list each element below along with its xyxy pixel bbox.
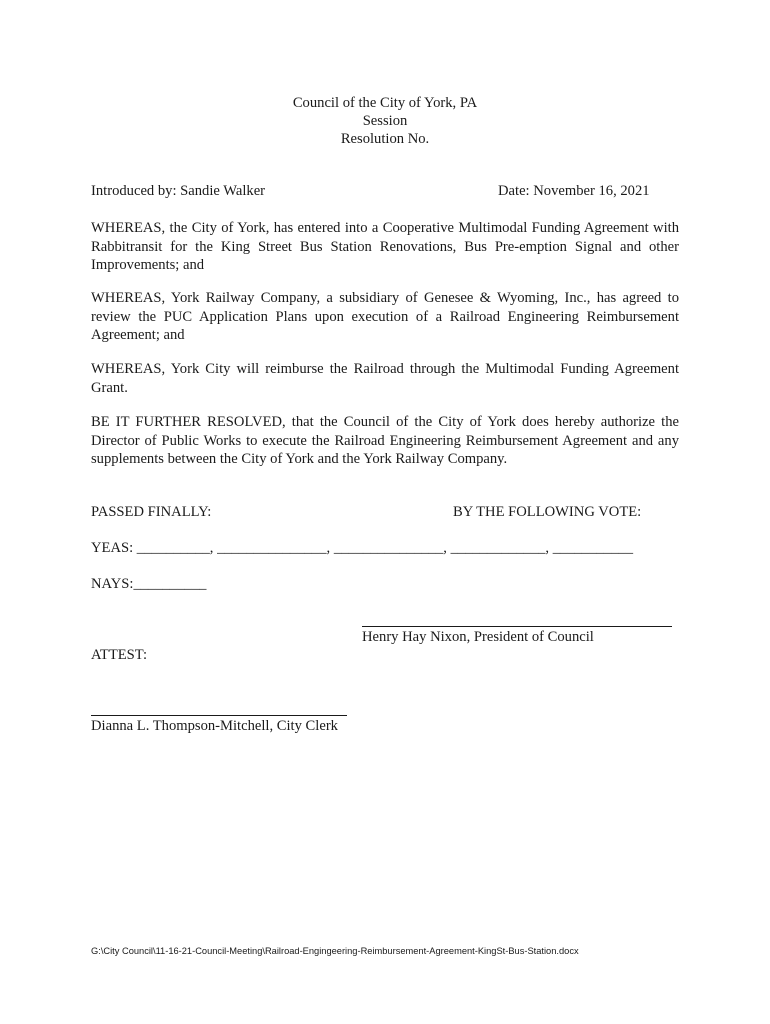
nays-line: NAYS:__________: [91, 576, 207, 592]
resolution-number: Resolution No.: [340, 131, 430, 147]
clerk-name: Dianna L. Thompson-Mitchell, City Clerk: [91, 718, 338, 734]
file-path-footer: G:\City Council\11-16-21-Council-Meeting\Railroad-Engingeering-Reimbursement-Agreement-KingSt-Bus-Station.docx: [91, 946, 579, 956]
council-title: Council of the City of York, PA: [292, 95, 478, 111]
yeas-line: YEAS: __________, _______________, _______________, _____________, ___________: [91, 540, 633, 556]
president-signature-line: [362, 626, 672, 627]
introduced-by: Introduced by: Sandie Walker: [91, 183, 266, 199]
session-label: Session: [362, 113, 408, 129]
following-vote-label: BY THE FOLLOWING VOTE:: [453, 504, 642, 520]
whereas-paragraph-3: WHEREAS, York City will reimburse the Railroad through the Multimodal Funding Agreement Grant.: [91, 361, 679, 396]
passed-finally-label: PASSED FINALLY:: [91, 504, 212, 520]
resolved-paragraph: BE IT FURTHER RESOLVED, that the Council of the City of York does hereby authorize the Director of Public Works to execute the Railroad Engineering Reimbursement Agreement and any supplements between the City of York and the York Railway Company.: [91, 414, 679, 467]
resolution-date: Date: November 16, 2021: [498, 183, 650, 199]
clerk-signature-line: [91, 715, 347, 716]
president-name: Henry Hay Nixon, President of Council: [362, 629, 594, 645]
whereas-paragraph-1: WHEREAS, the City of York, has entered into a Cooperative Multimodal Funding Agreement with Rabbitransit for the King Street Bus Station Renovations, Bus Pre-emption Signal and other Improvements; and: [91, 220, 679, 273]
attest-label: ATTEST:: [91, 647, 148, 663]
whereas-paragraph-2: WHEREAS, York Railway Company, a subsidiary of Genesee & Wyoming, Inc., has agreed to review the PUC Application Plans upon execution of a Railroad Engineering Reimbursement Agreement; and: [91, 290, 679, 343]
